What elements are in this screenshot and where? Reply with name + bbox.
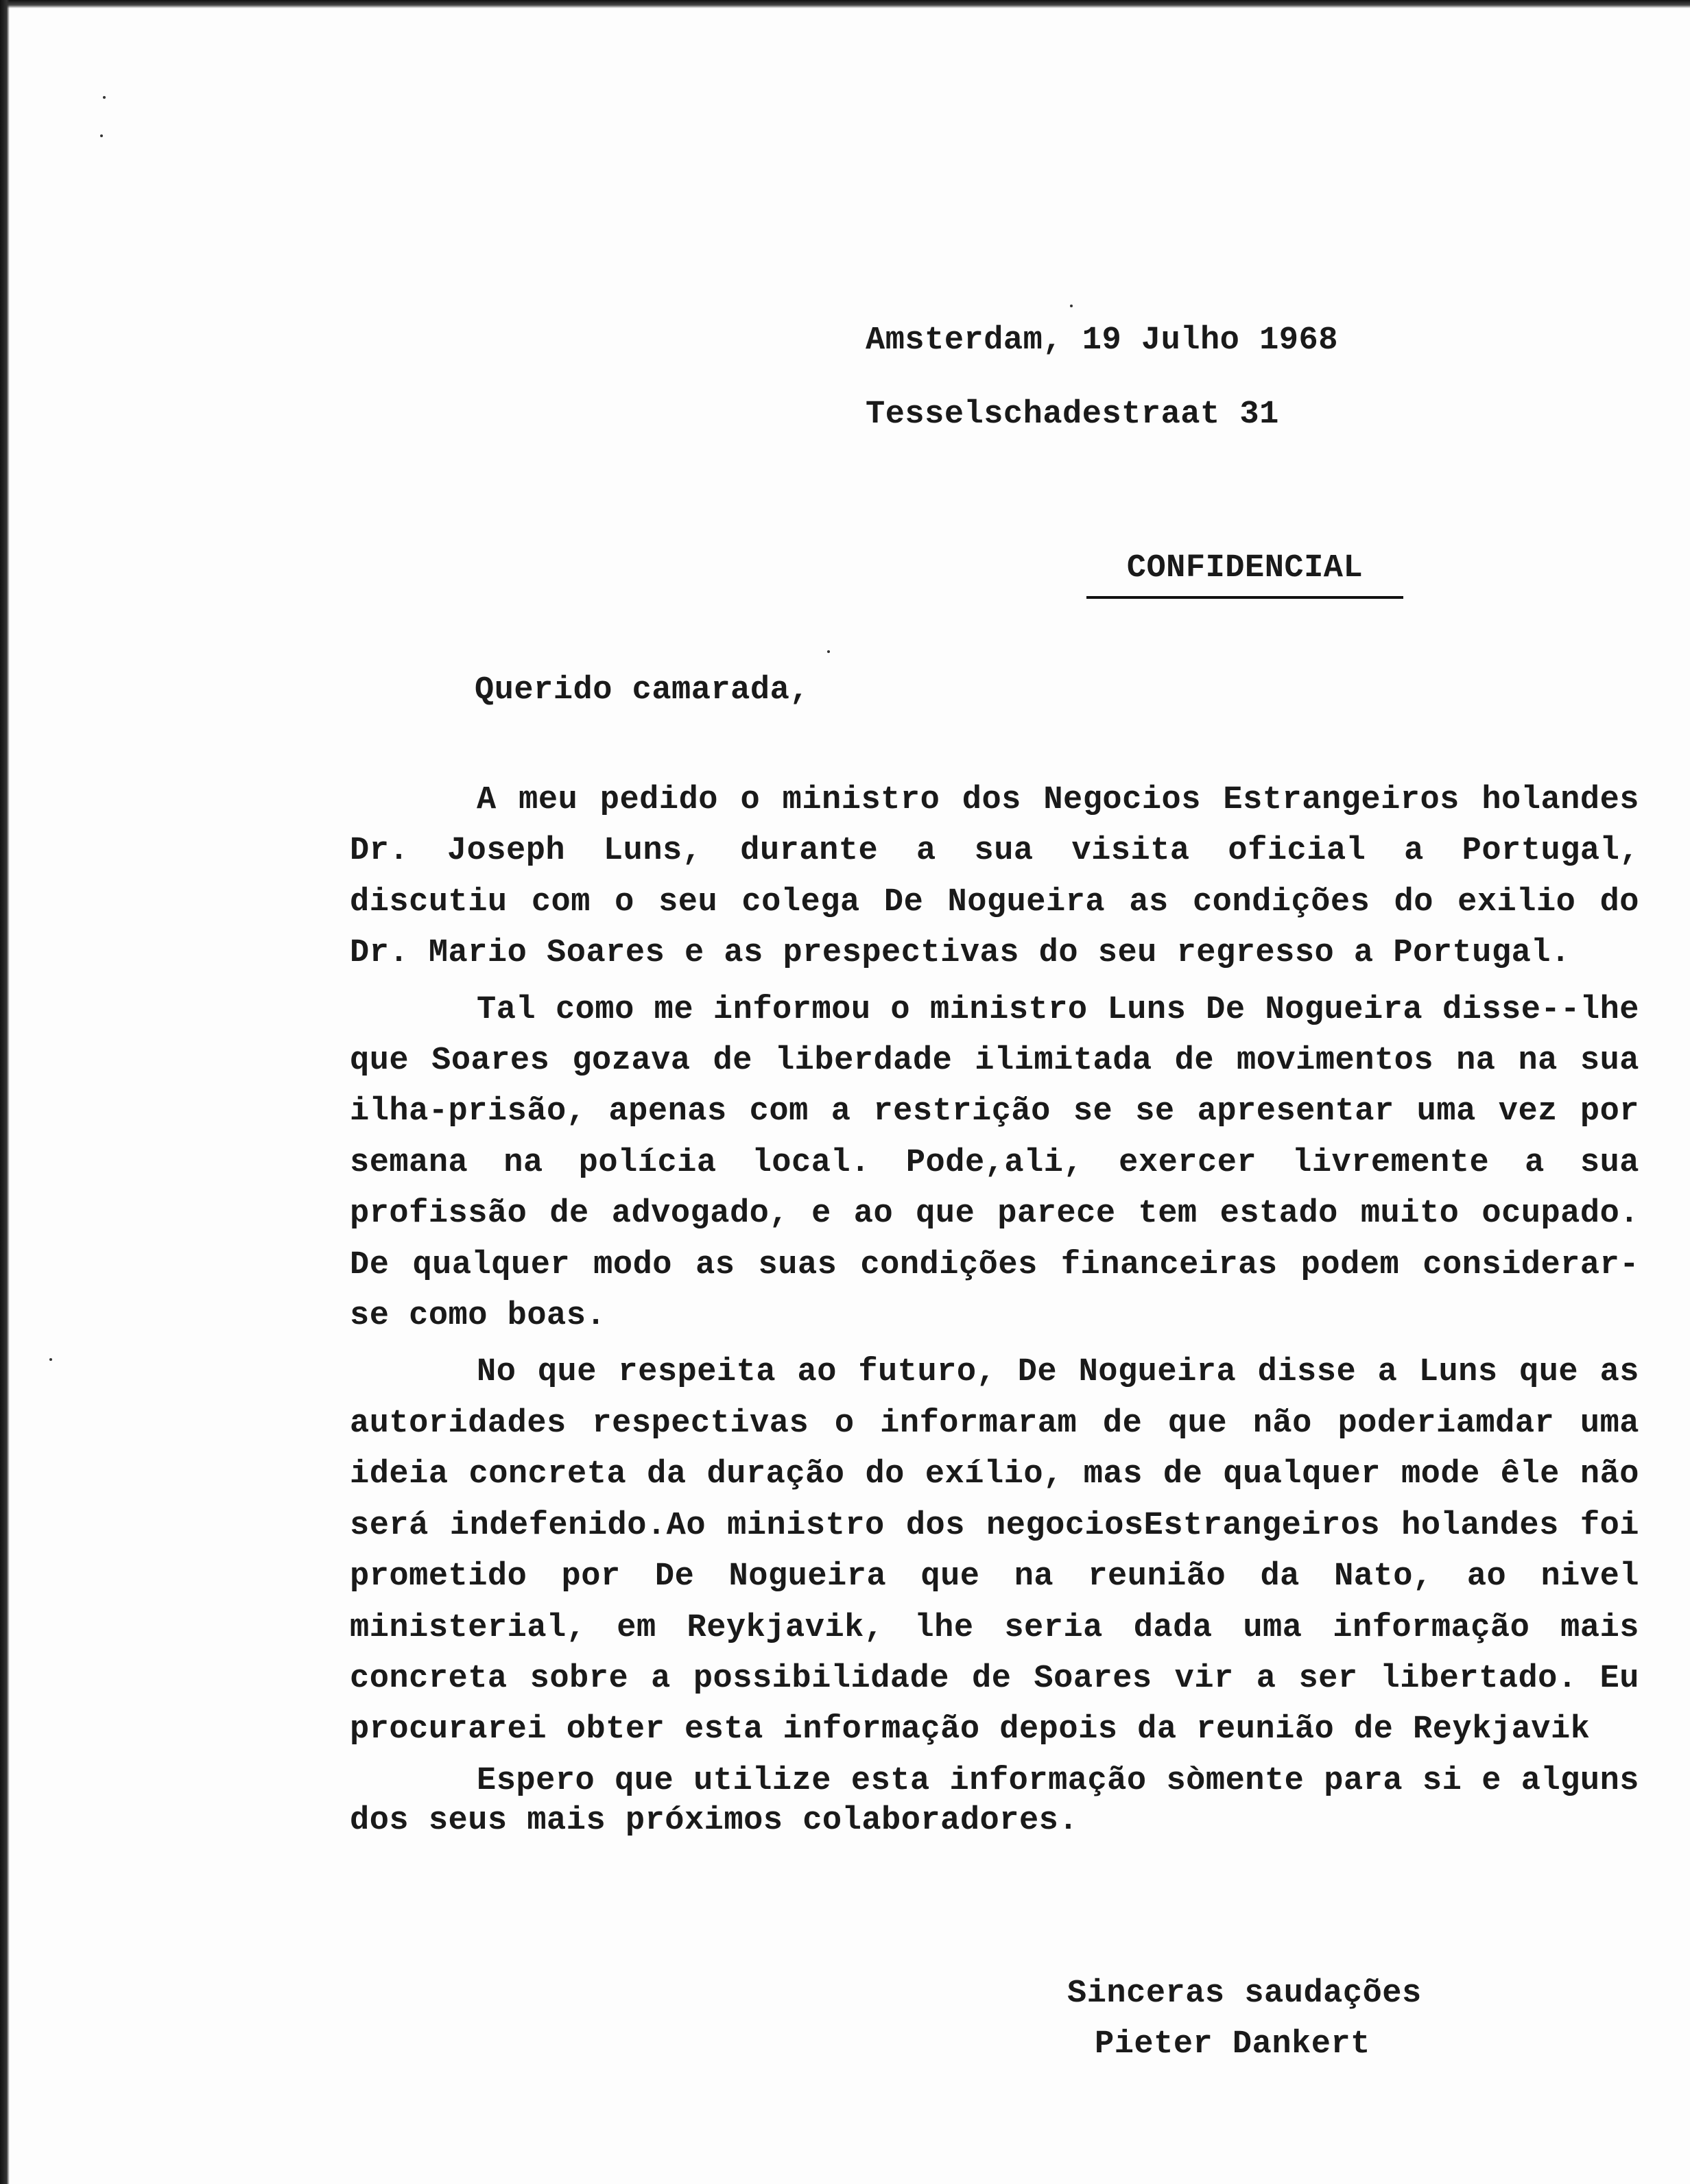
salutation: Querido camarada, <box>475 672 809 709</box>
closing-salutation: Sinceras saudações <box>1067 1975 1422 2012</box>
letter-body <box>350 775 1639 1847</box>
page-top-edge <box>0 0 1690 8</box>
confidential-heading: CONFIDENCIAL <box>1086 550 1403 599</box>
body-paragraph-2: Tal como me informou o ministro Luns De Nogueira disse--lhe que Soares gozava de liberdade ilimitada de movimentos na na sua ilha-prisão, apenas com a restrição se se apresentar uma vez por semana na polícia local. Pode,ali, exercer livremente a sua profissão de advogado, e ao que parece tem estado muito ocupado. De qualquer modo as suas condições financeiras podem considerar-se como boas. <box>350 991 1639 1335</box>
address-line: Tesselschadestraat 31 <box>866 396 1279 433</box>
date-line: Amsterdam, 19 Julho 1968 <box>866 322 1338 359</box>
scan-speck <box>103 96 106 99</box>
scan-speck <box>827 650 830 653</box>
body-paragraph-1: A meu pedido o ministro dos Negocios Estrangeiros holandes Dr. Joseph Luns, durante a sua visita oficial a Portugal, discutiu com o seu colega De Nogueira as condições do exilio do Dr. Mario Soares e as prespectivas do seu regresso a Portugal. <box>350 782 1639 972</box>
signature-name: Pieter Dankert <box>1095 2026 1370 2063</box>
body-paragraph-4: Espero que utilize esta informação sòmente para si e alguns dos seus mais próximos colaboradores. <box>350 1762 1639 1839</box>
body-paragraph-3: No que respeita ao futuro, De Nogueira disse a Luns que as autoridades respectivas o informaram de que não poderiamdar uma ideia concreta da duração do exílio, mas de qualquer mode êle não será indefenido.Ao ministro dos negociosEstrangeiros holandes foi prometido por De Nogueira que na reunião da Nato, ao nivel ministerial, em Reykjavik, lhe seria dada uma informação mais concreta sobre a possibilidade de Soares vir a ser libertado. Eu procurarei obter esta informação depois da reunião de Reykjavik <box>350 1354 1639 1748</box>
scan-speck <box>100 134 103 137</box>
page-left-edge <box>0 0 10 2184</box>
scan-speck <box>1070 305 1073 307</box>
closing-block <box>1067 1969 1422 2070</box>
scan-speck <box>49 1358 52 1361</box>
